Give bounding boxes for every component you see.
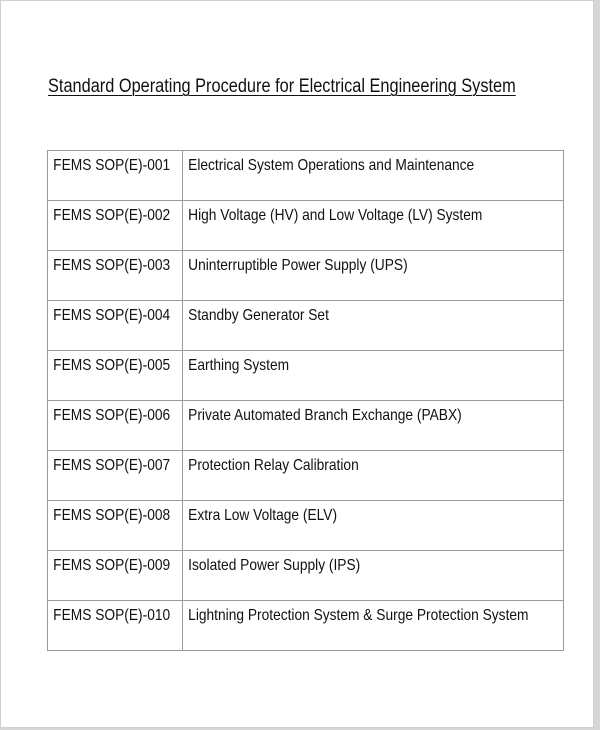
sop-description: Extra Low Voltage (ELV) [188,507,338,524]
sop-code: FEMS SOP(E)-001 [53,157,171,174]
sop-code: FEMS SOP(E)-003 [53,257,171,274]
sop-code-cell [48,601,183,651]
sop-code: FEMS SOP(E)-002 [53,207,171,224]
sop-description-cell [183,201,564,251]
sop-code: FEMS SOP(E)-004 [53,307,171,324]
sop-description: Protection Relay Calibration [188,457,359,474]
sop-description: Standby Generator Set [188,307,329,324]
sop-description-cell [183,351,564,401]
sop-code-cell [48,451,183,501]
table-row [48,551,564,601]
sop-code: FEMS SOP(E)-008 [53,507,171,524]
sop-code: FEMS SOP(E)-005 [53,357,171,374]
sop-description-cell [183,501,564,551]
sop-code-cell [48,151,183,201]
sop-description: High Voltage (HV) and Low Voltage (LV) System [188,207,483,224]
table-row [48,451,564,501]
table-row [48,501,564,551]
table-row [48,401,564,451]
table-row [48,301,564,351]
sop-code: FEMS SOP(E)-009 [53,557,171,574]
sop-description: Electrical System Operations and Maintenance [188,157,475,174]
sop-code-cell [48,201,183,251]
sop-code-cell [48,551,183,601]
sop-description-cell [183,251,564,301]
sop-code-cell [48,351,183,401]
table-row [48,251,564,301]
sop-description: Private Automated Branch Exchange (PABX) [188,407,462,424]
table-row [48,151,564,201]
sop-description: Lightning Protection System & Surge Protection System [188,607,529,624]
sop-description: Isolated Power Supply (IPS) [188,557,361,574]
table-row [48,201,564,251]
sop-code: FEMS SOP(E)-006 [53,407,171,424]
sop-table [47,150,564,651]
sop-code: FEMS SOP(E)-010 [53,607,171,624]
sop-description: Earthing System [188,357,290,374]
sop-description-cell [183,151,564,201]
sop-description-cell [183,401,564,451]
sop-code-cell [48,501,183,551]
table-row [48,601,564,651]
sop-description-cell [183,601,564,651]
document-title: Standard Operating Procedure for Electrical Engineering System [48,76,516,97]
sop-description: Uninterruptible Power Supply (UPS) [188,257,408,274]
sop-description-cell [183,551,564,601]
sop-code-cell [48,401,183,451]
sop-code: FEMS SOP(E)-007 [53,457,171,474]
table-row [48,351,564,401]
sop-code-cell [48,251,183,301]
sop-description-cell [183,301,564,351]
sop-code-cell [48,301,183,351]
sop-description-cell [183,451,564,501]
